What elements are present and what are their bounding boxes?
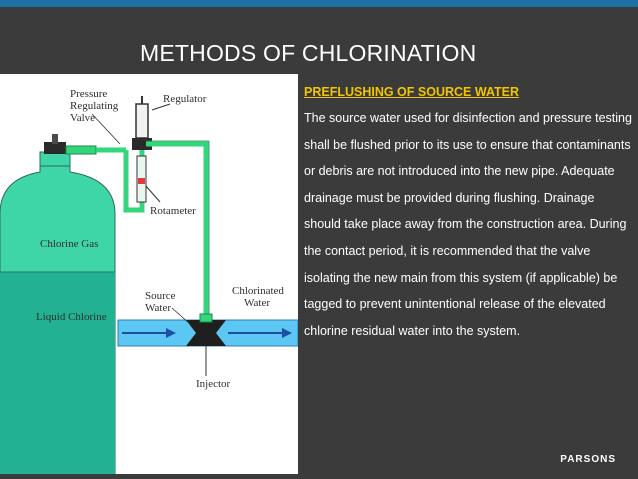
pressure-regulating-valve bbox=[44, 134, 96, 154]
tank-liquid-region bbox=[0, 272, 115, 474]
label-injector: Injector bbox=[196, 378, 231, 390]
label-rotameter: Rotameter bbox=[150, 205, 196, 217]
section-paragraph: The source water used for disinfection and pressure testing shall be flushed prior to its use to ensure that contaminants or debris are not introduced into the new pipe. Adequate drainage must be provided during flushing. Drainage should take place away from the construction area. During the contact period, it is recommended that the valve isolating the new main from this system (if applicable) be tagged to prevent unintentional release of the elevated chlorine residual water into the system. bbox=[304, 111, 632, 338]
label-regulating: Regulating bbox=[70, 100, 119, 112]
slide-title: METHODS OF CHLORINATION bbox=[140, 40, 477, 66]
section-heading: PREFLUSHING OF SOURCE WATER bbox=[304, 85, 520, 99]
label-chlorinated-water: Water bbox=[244, 297, 270, 309]
label-regulator: Regulator bbox=[163, 93, 207, 105]
label-pressure: Pressure bbox=[70, 88, 108, 100]
parsons-logo: PARSONS bbox=[560, 454, 616, 465]
rotameter bbox=[137, 156, 160, 202]
diagram-svg bbox=[0, 74, 298, 474]
label-source-water: Water bbox=[145, 302, 171, 314]
label-source: Source bbox=[145, 290, 176, 302]
label-liquid-chlorine: Liquid Chlorine bbox=[36, 311, 107, 323]
content-panel bbox=[304, 81, 634, 344]
label-chlorine-gas: Chlorine Gas bbox=[40, 238, 99, 250]
label-chlorinated: Chlorinated bbox=[232, 285, 284, 297]
top-accent-bar bbox=[0, 0, 638, 7]
chlorination-diagram bbox=[0, 74, 298, 474]
label-valve: Valve bbox=[70, 112, 96, 124]
injector bbox=[186, 314, 226, 376]
